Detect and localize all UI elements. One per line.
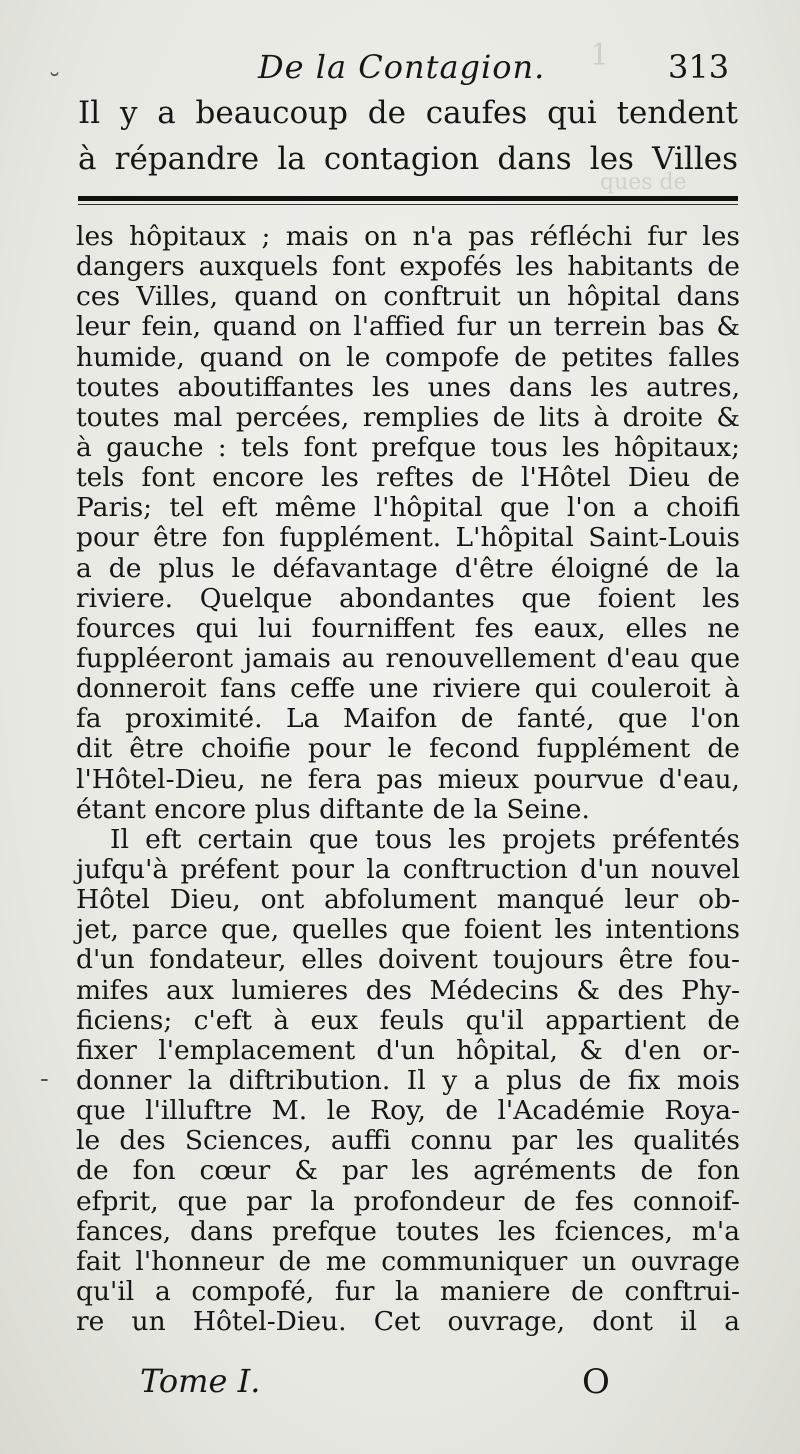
- section-title: [78, 90, 738, 182]
- text-line: mifes aux lumieres des Médecins & des Phy-: [76, 974, 740, 1006]
- text-line: ficiens; c'eft à eux feuls qu'il appartient de: [76, 1004, 740, 1036]
- title-rule-thin: [78, 204, 738, 205]
- text-line: jet, parce que, quelles que foient les intentions: [76, 914, 740, 946]
- volume-label: Tome I.: [140, 1362, 261, 1400]
- title-rule: [78, 196, 738, 201]
- signature-mark: O: [582, 1362, 610, 1402]
- text-line: donneroit fans ceffe une riviere qui couleroit à: [76, 673, 740, 705]
- text-line: ces Villes, quand on conftruit un hôpital dans: [76, 281, 740, 313]
- text-line: fources qui lui fourniffent fes eaux, elles ne: [76, 612, 740, 644]
- page-footer: [0, 1362, 800, 1412]
- text-line: tels font encore les reftes de l'Hôtel Dieu de: [76, 462, 740, 494]
- title-line: Il y a beaucoup de caufes qui tendent: [78, 95, 738, 131]
- text-line: fa proximité. La Maifon de fanté, que l'on: [76, 703, 740, 735]
- text-line: dit être choifie pour le fecond fupplément de: [76, 733, 740, 765]
- text-line: fances, dans prefque toutes les fciences, m'a: [76, 1215, 740, 1247]
- text-line: fuppléeront jamais au renouvellement d'eau que: [76, 642, 740, 674]
- text-line: leur fein, quand on l'affied fur un terrein bas &: [76, 311, 740, 343]
- text-line: le des Sciences, auffi connu par les qualités: [76, 1125, 740, 1157]
- text-line: efprit, que par la profondeur de fes connoif-: [76, 1185, 740, 1217]
- text-line: Hôtel Dieu, ont abfolument manqué leur ob-: [76, 884, 740, 916]
- body-text: [76, 222, 740, 1337]
- text-line: que l'illuftre M. le Roy, de l'Académie Roya-: [76, 1095, 740, 1127]
- text-line: jufqu'à préfent pour la conftruction d'un nouvel: [76, 853, 740, 885]
- text-line: humide, quand on le compofe de petites falles: [76, 341, 740, 373]
- text-line: toutes mal percées, remplies de lits à droite &: [76, 401, 740, 433]
- bleed-through-text: ques de: [600, 170, 687, 195]
- text-line: qu'il a compofé, fur la maniere de conftrui-: [76, 1275, 740, 1307]
- text-line: Paris; tel eft même l'hôpital que l'on a choifi: [76, 492, 740, 524]
- text-line: donner la diftribution. Il y a plus de fix mois: [76, 1064, 740, 1096]
- page-number: 313: [668, 48, 730, 86]
- text-line: l'Hôtel-Dieu, ne fera pas mieux pourvue d'eau,: [76, 763, 740, 795]
- text-line: pour être fon fupplément. L'hôpital Saint-Louis: [76, 522, 740, 554]
- text-line: étant encore plus diftante de la Seine.: [76, 793, 590, 825]
- text-line: à gauche : tels font prefque tous les hôpitaux;: [76, 431, 740, 463]
- text-line: re un Hôtel-Dieu. Cet ouvrage, dont il a: [76, 1306, 740, 1338]
- text-line: d'un fondateur, elles doivent toujours être fou-: [76, 944, 740, 976]
- text-line: toutes aboutiffantes les unes dans les autres,: [76, 371, 740, 403]
- running-title: De la Contagion.: [258, 48, 546, 86]
- text-line: dangers auxquels font expofés les habitants de: [76, 251, 740, 283]
- text-line: riviere. Quelque abondantes que foient les: [76, 582, 740, 614]
- text-line: Il eft certain que tous les projets préfentés: [110, 823, 740, 855]
- margin-mark: -: [40, 1064, 49, 1094]
- margin-mark: ˘: [48, 70, 61, 100]
- title-line: à répandre la contagion dans les Villes: [78, 141, 738, 177]
- text-line: les hôpitaux ; mais on n'a pas réfléchi fur les: [76, 221, 740, 252]
- text-line: de fon cœur & par les agréments de fon: [76, 1155, 740, 1187]
- text-line: fait l'honneur de me communiquer un ouvrage: [76, 1245, 740, 1277]
- text-line: fixer l'emplacement d'un hôpital, & d'en or-: [76, 1034, 740, 1066]
- text-line: a de plus le défavantage d'être éloigné de la: [76, 552, 740, 584]
- bleed-through-text: 1: [590, 38, 610, 73]
